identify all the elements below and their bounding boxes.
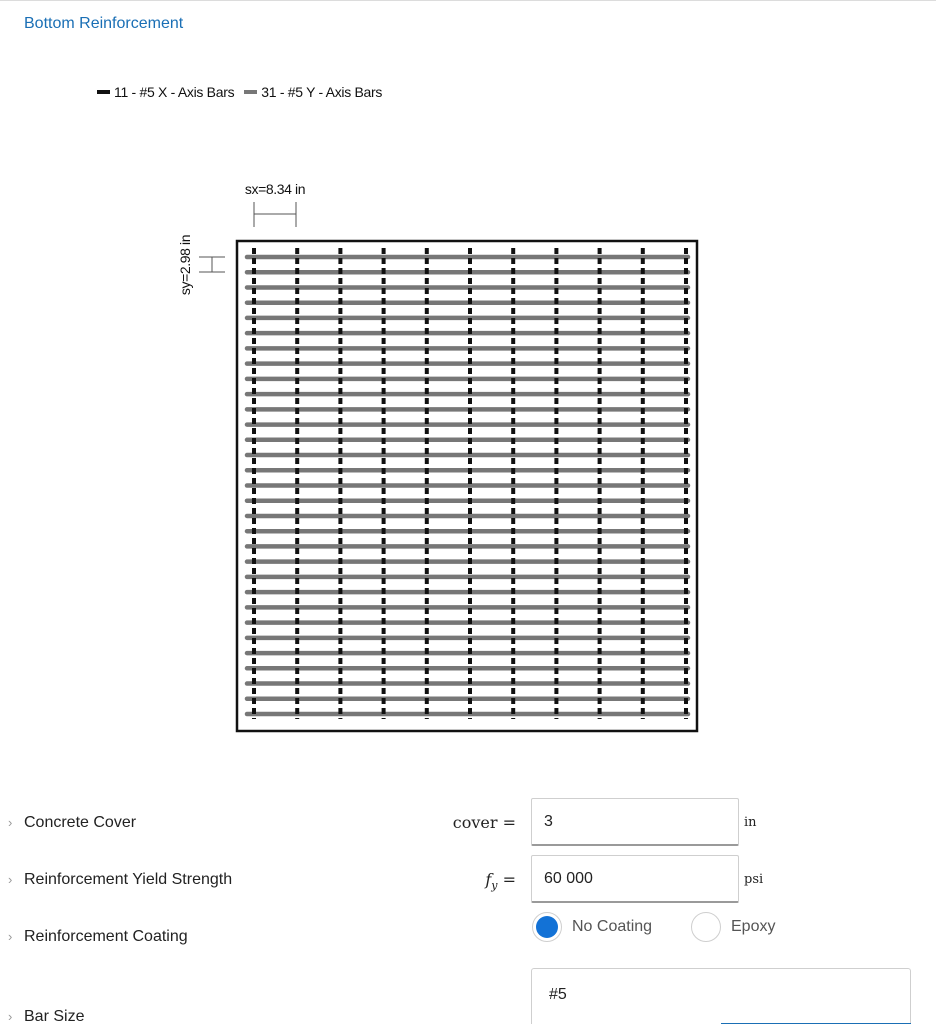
fy-symbol (485, 870, 516, 896)
concrete-cover-field[interactable] (531, 798, 739, 846)
chevron-right-icon[interactable]: › (8, 872, 13, 887)
concrete-cover-input[interactable] (544, 813, 724, 831)
chevron-right-icon[interactable]: › (8, 929, 13, 944)
yield-strength-row (0, 870, 936, 920)
sy-dimension-label: sy=2.98 in (177, 234, 193, 296)
concrete-cover-unit: in (744, 815, 757, 830)
concrete-cover-label[interactable]: Concrete Cover (24, 814, 137, 831)
coating-label[interactable]: Reinforcement Coating (24, 928, 188, 945)
cover-symbol: cover = (452, 813, 516, 832)
fy-symbol-eq: = (497, 870, 516, 889)
radio-epoxy[interactable] (691, 912, 775, 942)
bar-size-value: #5 (549, 986, 567, 1003)
legend-label-x-bars: 11 - #5 X - Axis Bars (114, 84, 235, 100)
concrete-cover-row (0, 813, 936, 863)
sy-dimension (177, 235, 225, 295)
bar-size-label[interactable]: Bar Size (24, 1008, 85, 1024)
sx-dimension (245, 181, 305, 227)
radio-no-coating-label[interactable]: No Coating (572, 918, 653, 935)
y-axis-bars (247, 257, 688, 714)
radio-no-coating[interactable] (532, 912, 652, 942)
yield-strength-field[interactable] (531, 855, 739, 903)
radio-epoxy-circle[interactable] (691, 912, 721, 942)
bar-size-select[interactable] (531, 968, 911, 1024)
sx-dimension-label: sx=8.34 in (244, 181, 306, 197)
radio-epoxy-label[interactable]: Epoxy (731, 918, 776, 935)
section-title: Bottom Reinforcement (24, 15, 184, 32)
yield-strength-input[interactable] (544, 870, 724, 888)
chevron-right-icon[interactable]: › (8, 815, 13, 830)
fy-symbol-sub: y (491, 879, 498, 893)
fy-symbol-main: f (485, 870, 492, 889)
legend-label-y-bars: 31 - #5 Y - Axis Bars (261, 84, 383, 100)
radio-no-coating-circle[interactable] (532, 912, 562, 942)
reinforcement-plan-diagram (0, 1, 936, 761)
chevron-right-icon[interactable]: › (8, 1009, 13, 1024)
yield-strength-unit: psi (744, 872, 764, 887)
yield-strength-label[interactable]: Reinforcement Yield Strength (24, 871, 233, 888)
radio-selected-dot (536, 916, 558, 938)
